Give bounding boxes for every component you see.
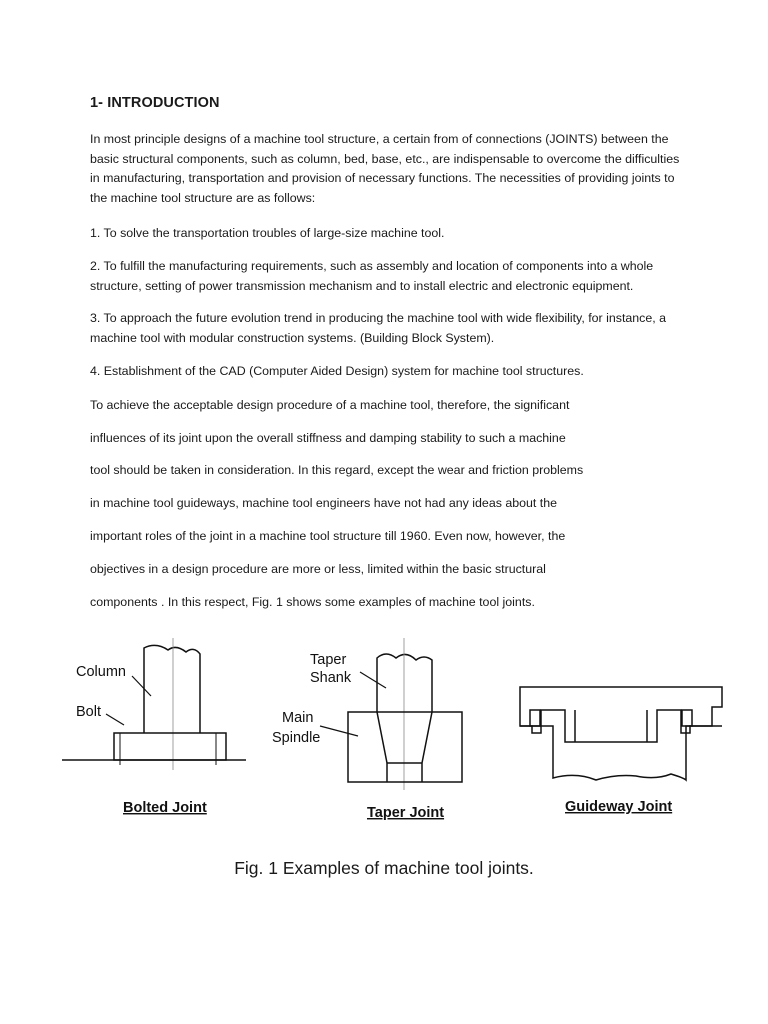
list-item-2: 2. To fulfill the manufacturing requirements, such as assembly and location of components into a whole structure, setting of power transmission mechanism and to install electric and electronic equipment.	[90, 259, 654, 293]
guideway-joint-drawing	[520, 687, 722, 780]
taper-joint-title: Taper Joint	[367, 805, 445, 821]
figure-machine-tool-joints	[56, 630, 736, 860]
label-taper: Taper	[310, 652, 347, 668]
bolted-joint-title: Bolted Joint	[123, 800, 207, 816]
body-line: components . In this respect, Fig. 1 shows some examples of machine tool joints.	[90, 595, 535, 609]
body-line: in machine tool guideways, machine tool engineers have not had any ideas about the	[90, 496, 558, 510]
list-item-4: 4. Establishment of the CAD (Computer Aided Design) system for machine tool structures.	[90, 364, 584, 378]
list-item-1: 1. To solve the transportation troubles of large-size machine tool.	[90, 226, 445, 240]
body-line: influences of its joint upon the overall stiffness and damping stability to such a machine	[90, 431, 566, 445]
body-line: objectives in a design procedure are more or less, limited within the basic structural	[90, 562, 546, 576]
label-shank: Shank	[310, 670, 352, 686]
label-column: Column	[76, 664, 126, 680]
body-line: tool should be taken in consideration. In this regard, except the wear and friction problems	[90, 463, 584, 477]
body-line: important roles of the joint in a machine tool structure till 1960. Even now, however, the	[90, 529, 566, 543]
body-line: To achieve the acceptable design procedure of a machine tool, therefore, the significant	[90, 398, 570, 412]
intro-paragraph: In most principle designs of a machine tool structure, a certain from of connections (JOINTS) between the basic structural components, such as column, bed, base, etc., are indispensable to overcome the difficulties in manufacturing, transportation and provision of necessary functions. The necessities of providing joints to the machine tool structure are as follows:	[90, 132, 680, 205]
section-heading: 1- INTRODUCTION	[90, 95, 220, 111]
label-main: Main	[282, 710, 314, 726]
label-spindle: Spindle	[272, 730, 321, 746]
label-bolt: Bolt	[76, 704, 101, 720]
guideway-joint-title: Guideway Joint	[565, 799, 673, 815]
figure-caption: Fig. 1 Examples of machine tool joints.	[234, 858, 534, 878]
list-item-3: 3. To approach the future evolution trend in producing the machine tool with wide flexibility, for instance, a machine tool with modular construction systems. (Building Block System).	[90, 311, 667, 345]
